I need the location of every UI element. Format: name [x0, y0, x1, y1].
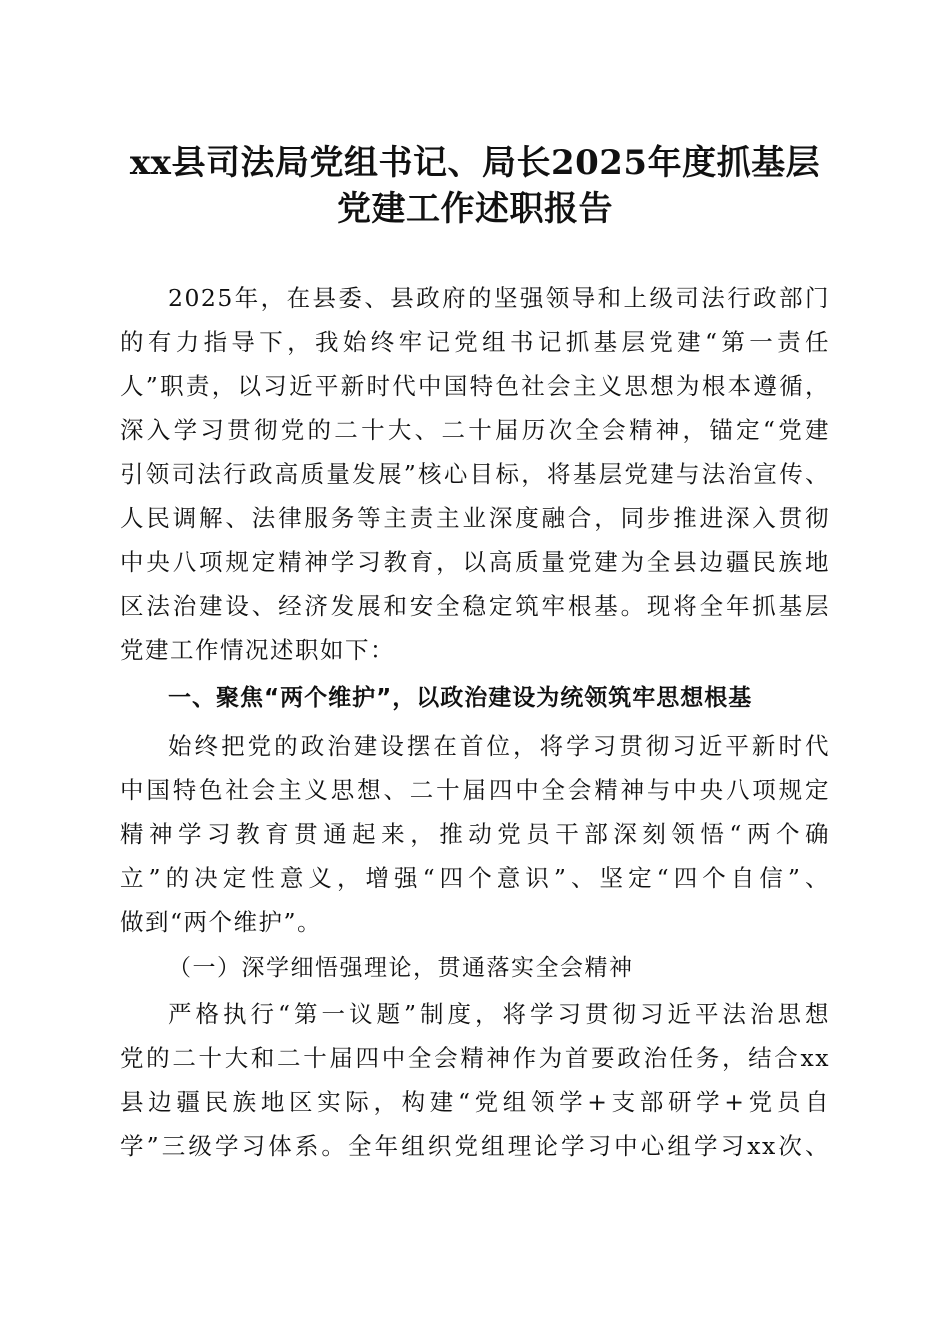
- subsection-1-line: 严格执行“第一议题”制度，将学习贯彻习近平法治思想: [168, 1000, 830, 1028]
- intro-line: 引领司法行政高质量发展”核心目标，将基层党建与法治宣传、: [120, 460, 830, 488]
- section-1-line: 中国特色社会主义思想、二十届四中全会精神与中央八项规定: [120, 776, 830, 804]
- section-1-line: 始终把党的政治建设摆在首位，将学习贯彻习近平新时代: [168, 732, 830, 760]
- intro-line: 人民调解、法律服务等主责主业深度融合，同步推进深入贯彻: [120, 504, 830, 532]
- intro-line: 党建工作情况述职如下：: [120, 636, 395, 664]
- subsection-1-line: 党的二十大和二十届四中全会精神作为首要政治任务，结合xx: [120, 1044, 830, 1072]
- subsection-1-heading: （一）深学细悟强理论，贯通落实全会精神: [168, 955, 634, 981]
- intro-line: 2025年，在县委、县政府的坚强领导和上级司法行政部门: [168, 284, 830, 312]
- intro-line: 区法治建设、经济发展和安全稳定筑牢根基。现将全年抓基层: [120, 592, 830, 620]
- section-1-line: 做到“两个维护”。: [120, 908, 323, 936]
- document-title-line-1: xx县司法局党组书记、局长2025年度抓基层: [129, 143, 821, 183]
- document-title-line-2: 党建工作述职报告: [337, 189, 613, 229]
- intro-line: 深入学习贯彻党的二十大、二十届历次全会精神，锚定“党建: [120, 416, 830, 444]
- intro-line: 的有力指导下，我始终牢记党组书记抓基层党建“第一责任: [120, 328, 830, 356]
- subsection-1-line: 县边疆民族地区实际，构建“党组领学+支部研学+党员自: [120, 1088, 830, 1116]
- intro-line: 中央八项规定精神学习教育，以高质量党建为全县边疆民族地: [120, 548, 830, 576]
- intro-line: 人”职责，以习近平新时代中国特色社会主义思想为根本遵循，: [120, 372, 830, 400]
- section-1-line: 精神学习教育贯通起来，推动党员干部深刻领悟“两个确: [120, 820, 830, 848]
- section-1-line: 立”的决定性意义，增强“四个意识”、坚定“四个自信”、: [120, 864, 830, 892]
- section-1-heading: 一、聚焦“两个维护”，以政治建设为统领筑牢思想根基: [168, 685, 753, 711]
- subsection-1-line: 学”三级学习体系。全年组织党组理论学习中心组学习xx次、: [120, 1132, 830, 1160]
